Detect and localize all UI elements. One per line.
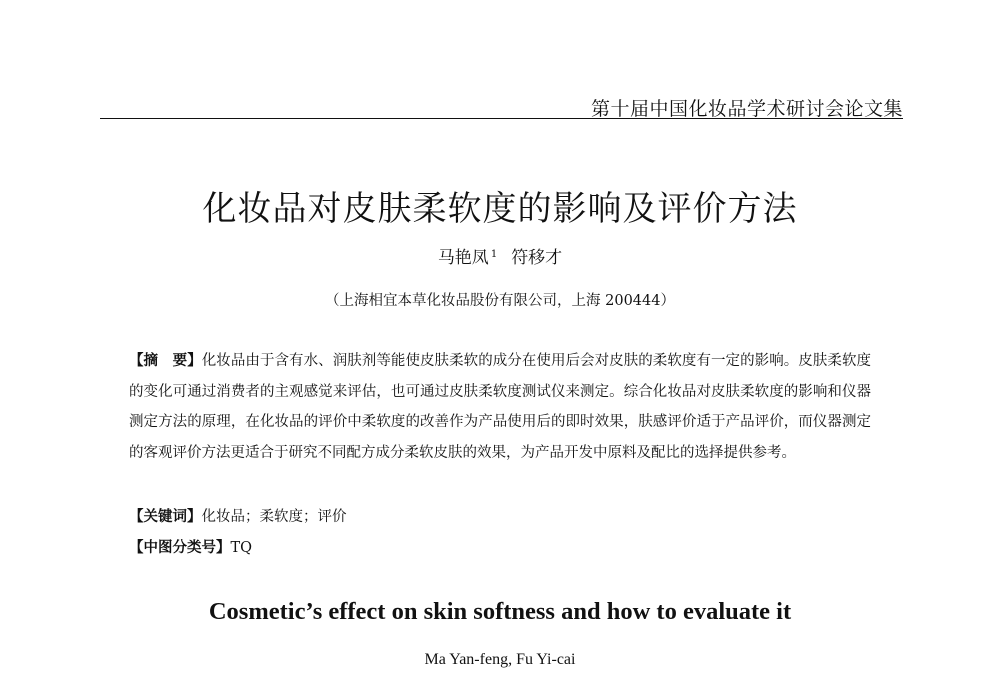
classification-line — [129, 536, 252, 557]
keywords-text: 化妆品；柔软度；评价 — [201, 509, 347, 525]
keywords-label: 【关键词】 — [129, 509, 202, 525]
proceedings-header-title: 第十届中国化妆品学术研讨会论文集 — [590, 98, 903, 120]
author-name: 符移才 — [511, 248, 563, 268]
keywords-line — [129, 505, 347, 526]
affiliation-mark: 1 — [490, 249, 498, 260]
english-authors: Ma Yan-feng, Fu Yi-cai — [424, 651, 576, 668]
classification-label: 【中图分类号】 — [129, 540, 231, 556]
author-affiliation: （上海相宜本草化妆品股份有限公司，上海 200444） — [325, 293, 675, 309]
abstract-paragraph — [129, 346, 871, 468]
header-rule — [100, 118, 903, 119]
abstract-label: 【摘 要】 — [129, 353, 202, 369]
english-title: Cosmetic’s effect on skin softness and how to evaluate it — [208, 598, 792, 625]
author-list — [0, 243, 1000, 268]
paper-title: 化妆品对皮肤柔软度的影响及评价方法 — [202, 189, 798, 229]
author-name: 马艳凤 — [437, 248, 489, 268]
abstract-text: 化妆品由于含有水、润肤剂等能使皮肤柔软的成分在使用后会对皮肤的柔软度有一定的影响。皮肤柔软度的变化可通过消费者的主观感觉来评估，也可通过皮肤柔软度测试仪来测定。综合化妆品对皮肤柔软度的影响和仪器测定方法的原理，在化妆品的评价中柔软度的改善作为产品使用后的即时效果，肤感评价适于产品评价，而仪器测定的客观评价方法更适合于研究不同配方成分柔软皮肤的效果，为产品开发中原料及配比的选择提供参考。 — [129, 353, 871, 461]
classification-text: TQ — [230, 540, 253, 556]
